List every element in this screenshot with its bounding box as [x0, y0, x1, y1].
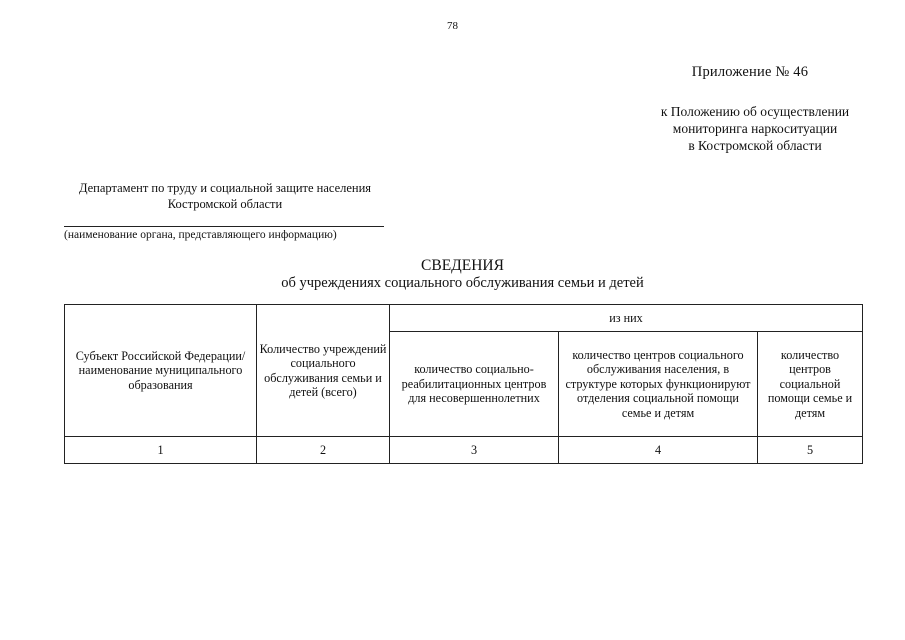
header-cell-social-service-centers: количество центров социального обслуживания населения, в структуре которых функционируют отделения социальной помощи семье и детям [559, 332, 758, 437]
header-cell-family-help-centers: количество центров социальной помощи семье и детям [758, 332, 863, 437]
column-number: 4 [559, 437, 758, 464]
reference-line: в Костромской области [688, 138, 822, 153]
department-name [60, 180, 390, 212]
reference-line: мониторинга наркоситуации [672, 121, 838, 136]
header-cell-of-them: из них [390, 305, 863, 332]
column-number-row [65, 437, 863, 464]
header-cell-subject: Субъект Российской Федерации/наименование муниципального образования [65, 305, 257, 437]
header-cell-rehab-centers: количество социально-реабилитационных центров для несовершеннолетних [390, 332, 559, 437]
header-cell-total: Количество учреждений социального обслуживания семьи и детей (всего) [257, 305, 390, 437]
page-number: 78 [447, 20, 458, 32]
document-title: СВЕДЕНИЯ [421, 257, 504, 274]
org-name-underline [64, 226, 384, 227]
column-number: 5 [758, 437, 863, 464]
department-line: Костромской области [167, 197, 283, 211]
document-subtitle: об учреждениях социального обслуживания семьи и детей [281, 275, 644, 291]
appendix-title: Приложение № 46 [691, 64, 809, 80]
column-number: 3 [390, 437, 559, 464]
department-line: Департамент по труду и социальной защите населения [78, 181, 372, 195]
column-number: 1 [65, 437, 257, 464]
appendix-reference [600, 103, 905, 154]
org-name-caption: (наименование органа, представляющего информацию) [64, 229, 337, 241]
report-table [64, 304, 863, 464]
reference-line: к Положению об осуществлении [660, 104, 850, 119]
header-row [65, 305, 863, 332]
column-number: 2 [257, 437, 390, 464]
